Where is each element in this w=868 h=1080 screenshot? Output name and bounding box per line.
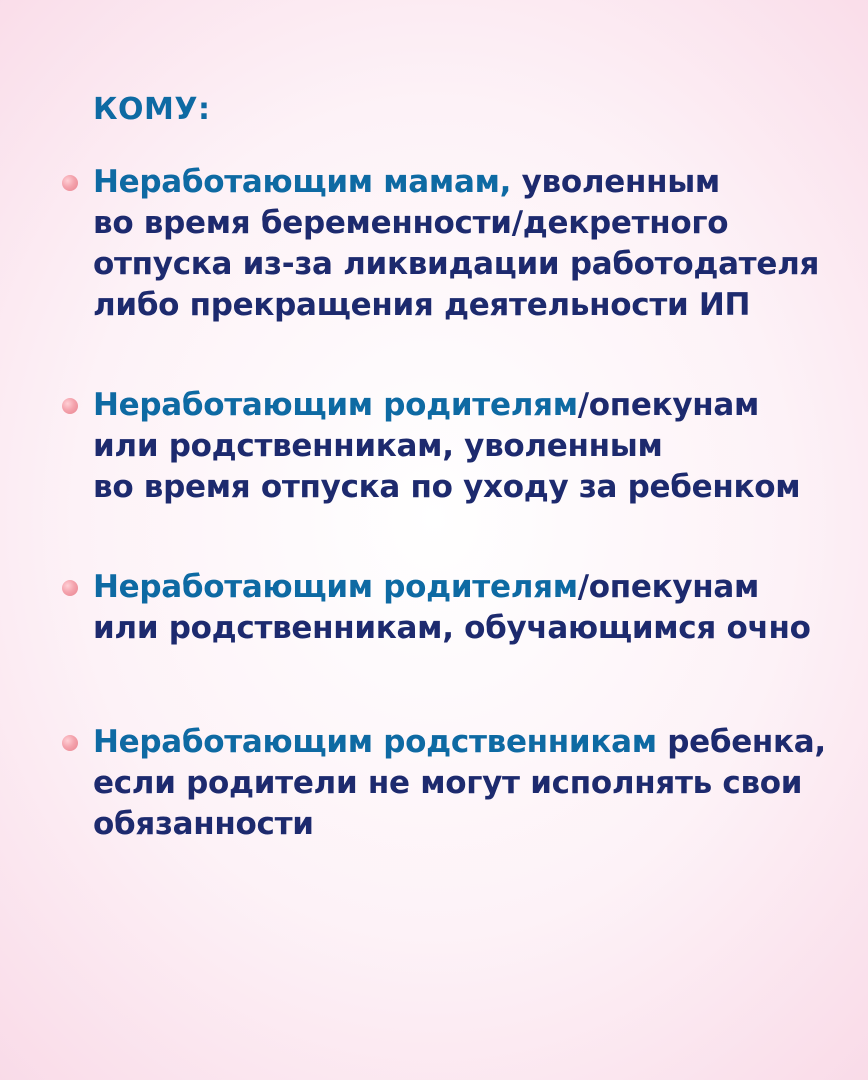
bullet-dot-icon	[62, 735, 78, 751]
list-item-line: во время отпуска по уходу за ребенком	[93, 469, 801, 505]
list-item-rest: ребенка,	[656, 724, 826, 760]
list-item-rest: /опекунам	[577, 569, 760, 605]
list-item-text	[93, 722, 852, 845]
list-item-line: или родственникам, уволенным	[93, 428, 663, 464]
list-item-4	[62, 722, 852, 845]
bullet-dot-icon	[62, 175, 78, 191]
list-item-accent: Неработающим родителям	[93, 569, 578, 605]
list-item-first-line	[93, 567, 852, 608]
list-item-accent: Неработающим родителям	[93, 387, 578, 423]
list-item-3	[62, 567, 852, 649]
list-item-text	[93, 162, 852, 326]
list-item-text	[93, 567, 852, 649]
list-item-line: обязанности	[93, 806, 314, 842]
list-item-first-line	[93, 722, 852, 763]
list-item-rest: /опекунам	[577, 387, 760, 423]
list-item-line: если родители не могут исполнять свои	[93, 765, 803, 801]
list-item-1	[62, 162, 852, 326]
list-item-line: во время беременности/декретного	[93, 205, 729, 241]
bullet-dot-icon	[62, 580, 78, 596]
list-item-accent: Неработающим мамам,	[93, 164, 512, 200]
list-item-first-line	[93, 162, 852, 203]
list-item-first-line	[93, 385, 852, 426]
list-item-accent: Неработающим родственникам	[93, 724, 657, 760]
list-item-line: либо прекращения деятельности ИП	[93, 287, 751, 323]
list-item-rest: уволенным	[511, 164, 720, 200]
list-item-2	[62, 385, 852, 508]
heading: КОМУ:	[93, 92, 211, 127]
bullet-dot-icon	[62, 398, 78, 414]
list-item-text	[93, 385, 852, 508]
list-item-line: или родственникам, обучающимся очно	[93, 610, 811, 646]
list-item-line: отпуска из-за ликвидации работодателя	[93, 246, 820, 282]
